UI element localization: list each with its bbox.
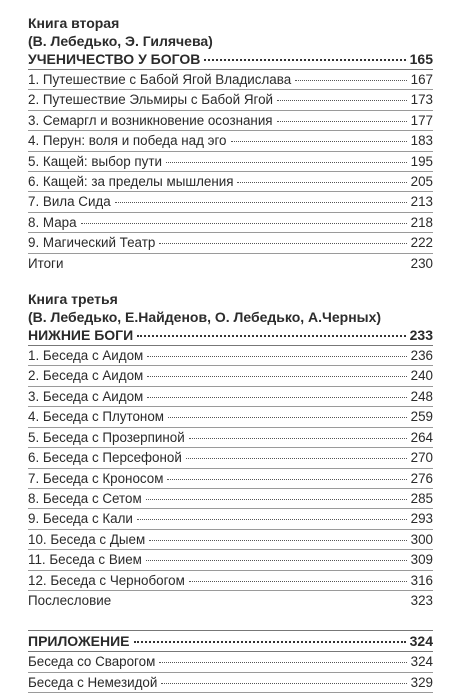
toc-entry: [28, 674, 433, 691]
entry-page: 213: [410, 194, 433, 210]
entry-label: 1. Путешествие с Бабой Ягой Владислава: [28, 72, 292, 87]
dot-leader: [81, 223, 407, 224]
dot-leader: [231, 141, 407, 142]
entry-label: 4. Перун: воля и победа над эго: [28, 133, 227, 149]
entry-page: 316: [410, 572, 433, 588]
toc-entry: [28, 470, 433, 487]
divider: [28, 427, 433, 428]
toc-entry: [28, 572, 433, 589]
entry-page: 218: [410, 214, 433, 230]
entry-page: 285: [410, 490, 433, 506]
entry-page: 240: [410, 368, 433, 384]
toc-entry: [28, 388, 433, 405]
dot-leader: [295, 80, 407, 81]
dot-leader: [115, 202, 407, 203]
section-page: 324: [409, 633, 433, 650]
entry-label: 2. Путешествие Эльмиры с Бабой Ягой: [28, 92, 274, 108]
book-two-closing: [28, 255, 433, 272]
dot-leader: [147, 376, 406, 377]
book-three-entries: [28, 347, 433, 591]
book-two-entries: [28, 71, 433, 254]
divider: [28, 191, 433, 192]
section-page: 233: [409, 327, 433, 344]
toc-entry: [28, 91, 433, 108]
divider: [28, 386, 433, 387]
toc-entry: [28, 132, 433, 149]
entry-label: 12. Беседа с Чернобогом: [28, 572, 185, 588]
spacer: [28, 609, 433, 629]
entry-label: 9. Беседа с Кали: [28, 511, 133, 527]
entry-label: 3. Семаргл и возникновение осознания: [28, 112, 273, 128]
entry-page: 183: [410, 133, 433, 149]
entry-label: 9. Магический Театр: [28, 235, 156, 251]
book-two-authors: (В. Лебедько, Э. Гилячева): [28, 33, 213, 49]
divider: [28, 89, 433, 90]
toc-entry: [28, 153, 433, 170]
dot-leader: [186, 458, 407, 459]
entry-page: 329: [410, 674, 433, 690]
divider: [28, 630, 433, 631]
divider: [28, 345, 433, 346]
dot-leader: [277, 100, 407, 101]
divider: [28, 69, 433, 70]
divider: [28, 447, 433, 448]
section-label: УЧЕНИЧЕСТВО У БОГОВ: [28, 51, 201, 67]
toc-entry: [28, 347, 433, 364]
section-page: 165: [409, 51, 433, 67]
toc-entry: [28, 173, 433, 190]
entry-page: 259: [410, 409, 433, 425]
entry-page: 236: [410, 348, 433, 364]
entry-label: Беседа с Немезидой: [28, 674, 158, 690]
divider: [28, 508, 433, 509]
divider: [28, 253, 433, 254]
closing-page: 230: [410, 255, 433, 271]
entry-page: 222: [410, 235, 433, 251]
toc-entry: [28, 193, 433, 210]
entry-label: 1. Беседа с Аидом: [28, 348, 144, 364]
toc-entry: [28, 71, 433, 88]
dot-leader: [189, 581, 407, 582]
entry-label: 3. Беседа с Аидом: [28, 388, 144, 404]
divider: [28, 692, 433, 693]
divider: [28, 651, 433, 652]
dot-leader: [147, 397, 406, 398]
divider: [28, 590, 433, 591]
entry-page: 195: [410, 153, 433, 169]
section-label: НИЖНИЕ БОГИ: [28, 327, 134, 344]
dot-leader: [147, 356, 406, 357]
entry-page: 177: [410, 112, 433, 128]
entry-label: 8. Мара: [28, 214, 77, 230]
book-three-closing: [28, 592, 433, 609]
entry-label: 7. Вила Сида: [28, 194, 111, 210]
entry-page: 264: [410, 429, 433, 445]
dot-leader: [134, 641, 406, 643]
divider: [28, 151, 433, 152]
dot-leader: [167, 479, 406, 480]
divider: [28, 110, 433, 111]
entry-page: 324: [410, 654, 433, 670]
entry-page: 293: [410, 511, 433, 527]
appendix-section-heading: [28, 632, 433, 650]
dot-leader: [277, 121, 407, 122]
toc-entry: [28, 531, 433, 548]
entry-page: 167: [410, 72, 433, 87]
toc-entry: [28, 551, 433, 568]
dot-leader: [161, 683, 406, 684]
dot-leader: [159, 243, 406, 244]
dot-leader: [137, 335, 405, 337]
dot-leader: [146, 560, 407, 561]
entry-page: 173: [410, 92, 433, 108]
book-three-title: Книга третья: [28, 291, 118, 308]
toc-entry: [28, 234, 433, 251]
dot-leader: [137, 519, 407, 520]
entry-page: 300: [410, 531, 433, 547]
entry-label: 7. Беседа с Кроносом: [28, 470, 164, 486]
entry-label: 6. Беседа с Персефоной: [28, 450, 182, 466]
toc-entry: [28, 429, 433, 446]
divider: [28, 672, 433, 673]
toc-entry: [28, 510, 433, 527]
entry-page: 248: [410, 388, 433, 404]
divider: [28, 468, 433, 469]
entry-label: 5. Кащей: выбор пути: [28, 153, 162, 169]
toc-entry: [28, 112, 433, 129]
entry-label: 10. Беседа с Дыем: [28, 531, 146, 547]
toc-entry: [28, 490, 433, 507]
toc-entry: [28, 408, 433, 425]
book-two-section-heading: [28, 50, 433, 68]
spacer: [28, 272, 433, 290]
divider: [28, 549, 433, 550]
entry-label: 5. Беседа с Прозерпиной: [28, 429, 185, 445]
divider: [28, 406, 433, 407]
dot-leader: [204, 59, 405, 61]
entry-label: 11. Беседа с Вием: [28, 552, 142, 568]
divider: [28, 365, 433, 366]
divider: [28, 130, 433, 131]
book-two-title: Книга вторая: [28, 15, 120, 31]
divider: [28, 529, 433, 530]
toc-entry: [28, 214, 433, 231]
toc-entry: [28, 367, 433, 384]
closing-label: Послесловие: [28, 592, 112, 608]
dot-leader: [146, 499, 407, 500]
closing-label: Итоги: [28, 255, 64, 271]
entry-page: 270: [410, 450, 433, 466]
entry-page: 205: [410, 174, 433, 190]
divider: [28, 488, 433, 489]
divider: [28, 171, 433, 172]
entry-page: 309: [410, 552, 433, 568]
divider: [28, 212, 433, 213]
closing-page: 323: [410, 592, 433, 608]
table-of-contents: [28, 14, 433, 694]
book-three-authors: (В. Лебедько, Е.Найденов, О. Лебедько, А.Черных): [28, 309, 382, 326]
dot-leader: [237, 182, 406, 183]
dot-leader: [166, 162, 407, 163]
dot-leader: [168, 417, 407, 418]
divider: [28, 232, 433, 233]
appendix-entries: [28, 653, 433, 693]
toc-entry: [28, 449, 433, 466]
entry-label: 4. Беседа с Плутоном: [28, 409, 164, 425]
divider: [28, 570, 433, 571]
dot-leader: [149, 540, 406, 541]
entry-label: Беседа со Сварогом: [28, 654, 156, 670]
dot-leader: [189, 438, 407, 439]
toc-entry: [28, 653, 433, 670]
section-label: ПРИЛОЖЕНИЕ: [28, 633, 130, 650]
entry-page: 276: [410, 470, 433, 486]
book-three-section-heading: [28, 326, 433, 344]
entry-label: 8. Беседа с Сетом: [28, 490, 142, 506]
dot-leader: [159, 662, 406, 663]
entry-label: 6. Кащей: за пределы мышления: [28, 174, 234, 190]
entry-label: 2. Беседа с Аидом: [28, 368, 144, 384]
